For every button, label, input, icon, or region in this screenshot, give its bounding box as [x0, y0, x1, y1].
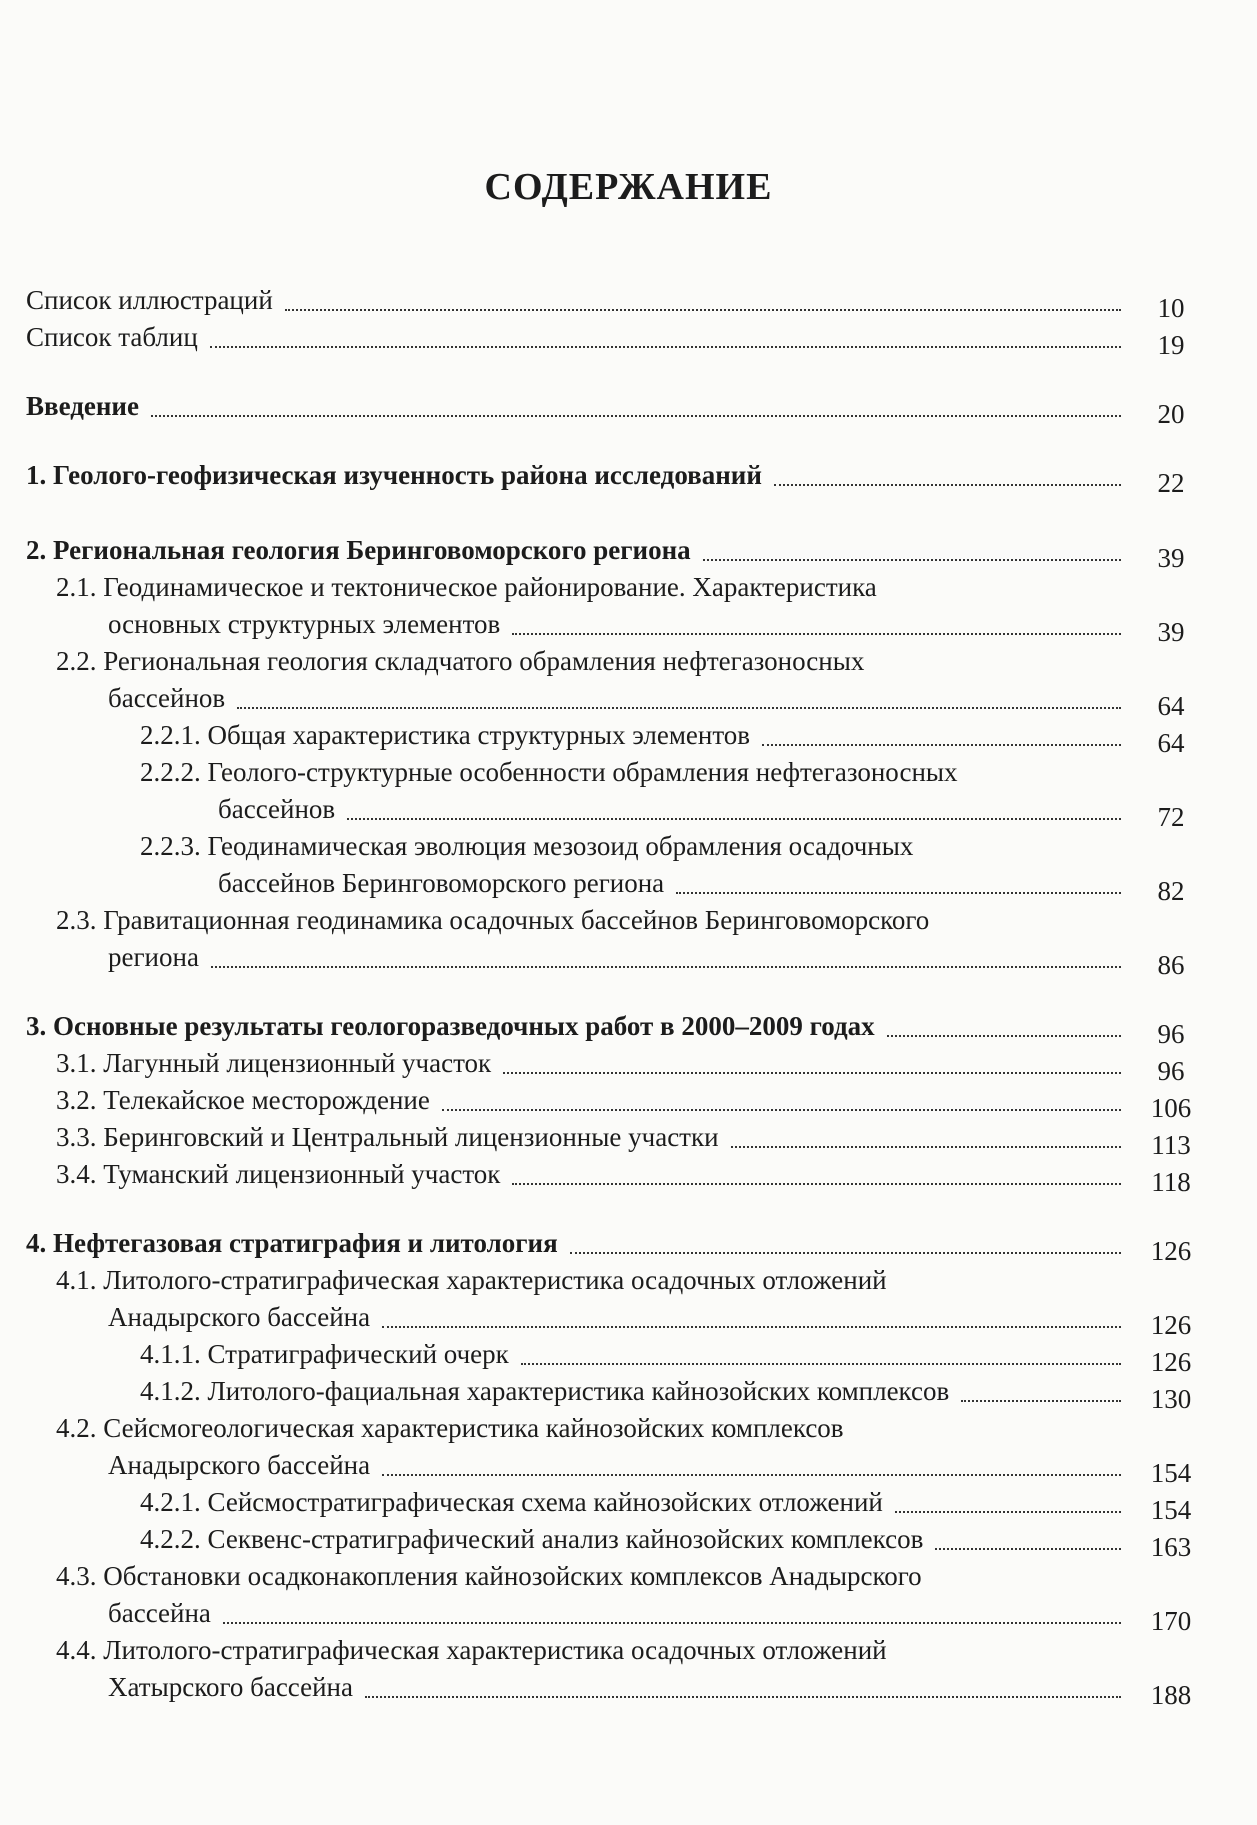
toc-entry-3-4 [26, 1156, 1211, 1197]
dot-leader [935, 1548, 1121, 1550]
entry-text-continued: Хатырского бассейна [108, 1672, 353, 1702]
page-number: 170 [1150, 1606, 1192, 1636]
page-number: 96 [1157, 1056, 1185, 1086]
toc-entry-4-1-1 [26, 1336, 1211, 1377]
dot-leader [365, 1696, 1121, 1698]
page-number: 39 [1157, 617, 1185, 647]
entry-text-continued: бассейнов Беринговоморского региона [218, 868, 665, 898]
page-number: 113 [1151, 1130, 1191, 1160]
toc-entry-4-3 [26, 1558, 1211, 1636]
page-number: 82 [1157, 876, 1185, 906]
entry-text-continued: основных структурных элементов [108, 609, 501, 639]
page-number: 22 [1157, 468, 1185, 498]
entry-text: 2.2.1. Общая характеристика структурных элементов [140, 720, 751, 750]
page-number: 126 [1150, 1310, 1192, 1340]
entry-text-continued: Анадырского бассейна [108, 1302, 371, 1332]
page-number: 126 [1150, 1236, 1192, 1266]
entry-text: 2.2. Региональная геология складчатого обрамления нефтегазоносных [56, 646, 865, 676]
table-of-contents [26, 282, 1211, 1710]
entry-text-continued: Анадырского бассейна [108, 1450, 371, 1480]
entry-text-continued: бассейнов [108, 683, 226, 713]
page-number: 154 [1150, 1495, 1192, 1525]
page-number: 163 [1150, 1532, 1192, 1562]
toc-entry-2-2-1 [26, 717, 1211, 758]
dot-leader [676, 892, 1121, 894]
entry-text: 4.1.2. Литолого-фациальная характеристика кайнозойских комплексов [140, 1376, 950, 1406]
dot-leader [731, 1146, 1121, 1148]
toc-entry-chapter-2 [26, 532, 1211, 573]
dot-leader [961, 1400, 1121, 1402]
dot-leader [210, 346, 1121, 348]
entry-text: 4.1. Литолого-стратиграфическая характеристика осадочных отложений [56, 1265, 887, 1295]
page-number: 188 [1150, 1680, 1192, 1710]
toc-entry-4-2 [26, 1410, 1211, 1488]
page-number: 64 [1157, 691, 1185, 721]
entry-text: 3. Основные результаты геологоразведочных работ в 2000–2009 годах [26, 1011, 875, 1041]
entry-text: 2.3. Гравитационная геодинамика осадочных бассейнов Беринговоморского [56, 905, 930, 935]
toc-entry-4-2-2 [26, 1521, 1211, 1562]
entry-text: 2.1. Геодинамическое и тектоническое районирование. Характеристика [56, 572, 877, 602]
dot-leader [703, 559, 1121, 561]
entry-text: 4. Нефтегазовая стратиграфия и литология [26, 1228, 558, 1258]
page-title: СОДЕРЖАНИЕ [484, 166, 773, 208]
dot-leader [237, 707, 1121, 709]
entry-text: 4.2.2. Секвенс-стратиграфический анализ кайнозойских комплексов [140, 1524, 924, 1554]
page-number: 96 [1157, 1019, 1185, 1049]
toc-entry-2-2-3 [26, 828, 1211, 906]
page-number: 72 [1157, 802, 1185, 832]
dot-leader [503, 1072, 1121, 1074]
page-number: 126 [1150, 1347, 1192, 1377]
dot-leader [512, 633, 1121, 635]
entry-text: Введение [26, 391, 139, 421]
toc-entry-introduction [26, 388, 1211, 429]
entry-text: 4.2.1. Сейсмостратиграфическая схема кайнозойских отложений [140, 1487, 883, 1517]
dot-leader [347, 818, 1121, 820]
toc-entry-2-2-2 [26, 754, 1211, 832]
dot-leader [382, 1326, 1121, 1328]
toc-entry-tables [26, 319, 1211, 360]
dot-leader [762, 744, 1121, 746]
dot-leader [887, 1035, 1121, 1037]
dot-leader [211, 966, 1121, 968]
toc-entry-2-2 [26, 643, 1211, 721]
dot-leader [512, 1183, 1121, 1185]
entry-text-continued: региона [108, 942, 199, 972]
entry-text: 4.2. Сейсмогеологическая характеристика кайнозойских комплексов [56, 1413, 844, 1443]
dot-leader [442, 1109, 1121, 1111]
page-number: 86 [1157, 950, 1185, 980]
dot-leader [521, 1363, 1121, 1365]
entry-text: 3.3. Беринговский и Центральный лицензионные участки [56, 1122, 719, 1152]
dot-leader [223, 1622, 1121, 1624]
entry-text: 2.2.3. Геодинамическая эволюция мезозоид обрамления осадочных [140, 831, 914, 861]
toc-entry-2-1 [26, 569, 1211, 647]
page-number: 20 [1157, 399, 1185, 429]
dot-leader [774, 484, 1121, 486]
page-number: 118 [1151, 1167, 1191, 1197]
dot-leader [285, 309, 1121, 311]
page-number: 19 [1157, 330, 1185, 360]
toc-entry-2-3 [26, 902, 1211, 980]
entry-text: 3.2. Телекайское месторождение [56, 1085, 430, 1115]
toc-entry-4-1-2 [26, 1373, 1211, 1414]
page-number: 64 [1157, 728, 1185, 758]
entry-text: 4.3. Обстановки осадконакопления кайнозойских комплексов Анадырского [56, 1561, 922, 1591]
toc-entry-3-2 [26, 1082, 1211, 1123]
page-number: 10 [1157, 293, 1185, 323]
page-number: 130 [1150, 1384, 1192, 1414]
toc-entry-3-3 [26, 1119, 1211, 1160]
entry-text: Список иллюстраций [26, 285, 273, 315]
toc-entry-illustrations [26, 282, 1211, 323]
dot-leader [382, 1474, 1121, 1476]
entry-text: 3.1. Лагунный лицензионный участок [56, 1048, 492, 1078]
toc-entry-chapter-4 [26, 1225, 1211, 1266]
page-number: 39 [1157, 543, 1185, 573]
entry-text: 4.1.1. Стратиграфический очерк [140, 1339, 509, 1369]
page-number: 106 [1150, 1093, 1192, 1123]
toc-entry-4-1 [26, 1262, 1211, 1340]
entry-text: 4.4. Литолого-стратиграфическая характеристика осадочных отложений [56, 1635, 887, 1665]
entry-text-continued: бассейнов [218, 794, 336, 824]
toc-entry-chapter-3 [26, 1008, 1211, 1049]
entry-text: 2.2.2. Геолого-структурные особенности обрамления нефтегазоносных [140, 757, 958, 787]
toc-entry-3-1 [26, 1045, 1211, 1086]
dot-leader [570, 1252, 1121, 1254]
entry-text: 2. Региональная геология Беринговоморского региона [26, 535, 691, 565]
entry-text-continued: бассейна [108, 1598, 211, 1628]
entry-text: 1. Геолого-геофизическая изученность района исследований [26, 460, 762, 490]
page-number: 154 [1150, 1458, 1192, 1488]
toc-entry-4-4 [26, 1632, 1211, 1710]
toc-entry-4-2-1 [26, 1484, 1211, 1525]
dot-leader [895, 1511, 1121, 1513]
toc-entry-chapter-1 [26, 457, 1211, 498]
dot-leader [151, 415, 1121, 417]
entry-text: 3.4. Туманский лицензионный участок [56, 1159, 501, 1189]
entry-text: Список таблиц [26, 322, 198, 352]
